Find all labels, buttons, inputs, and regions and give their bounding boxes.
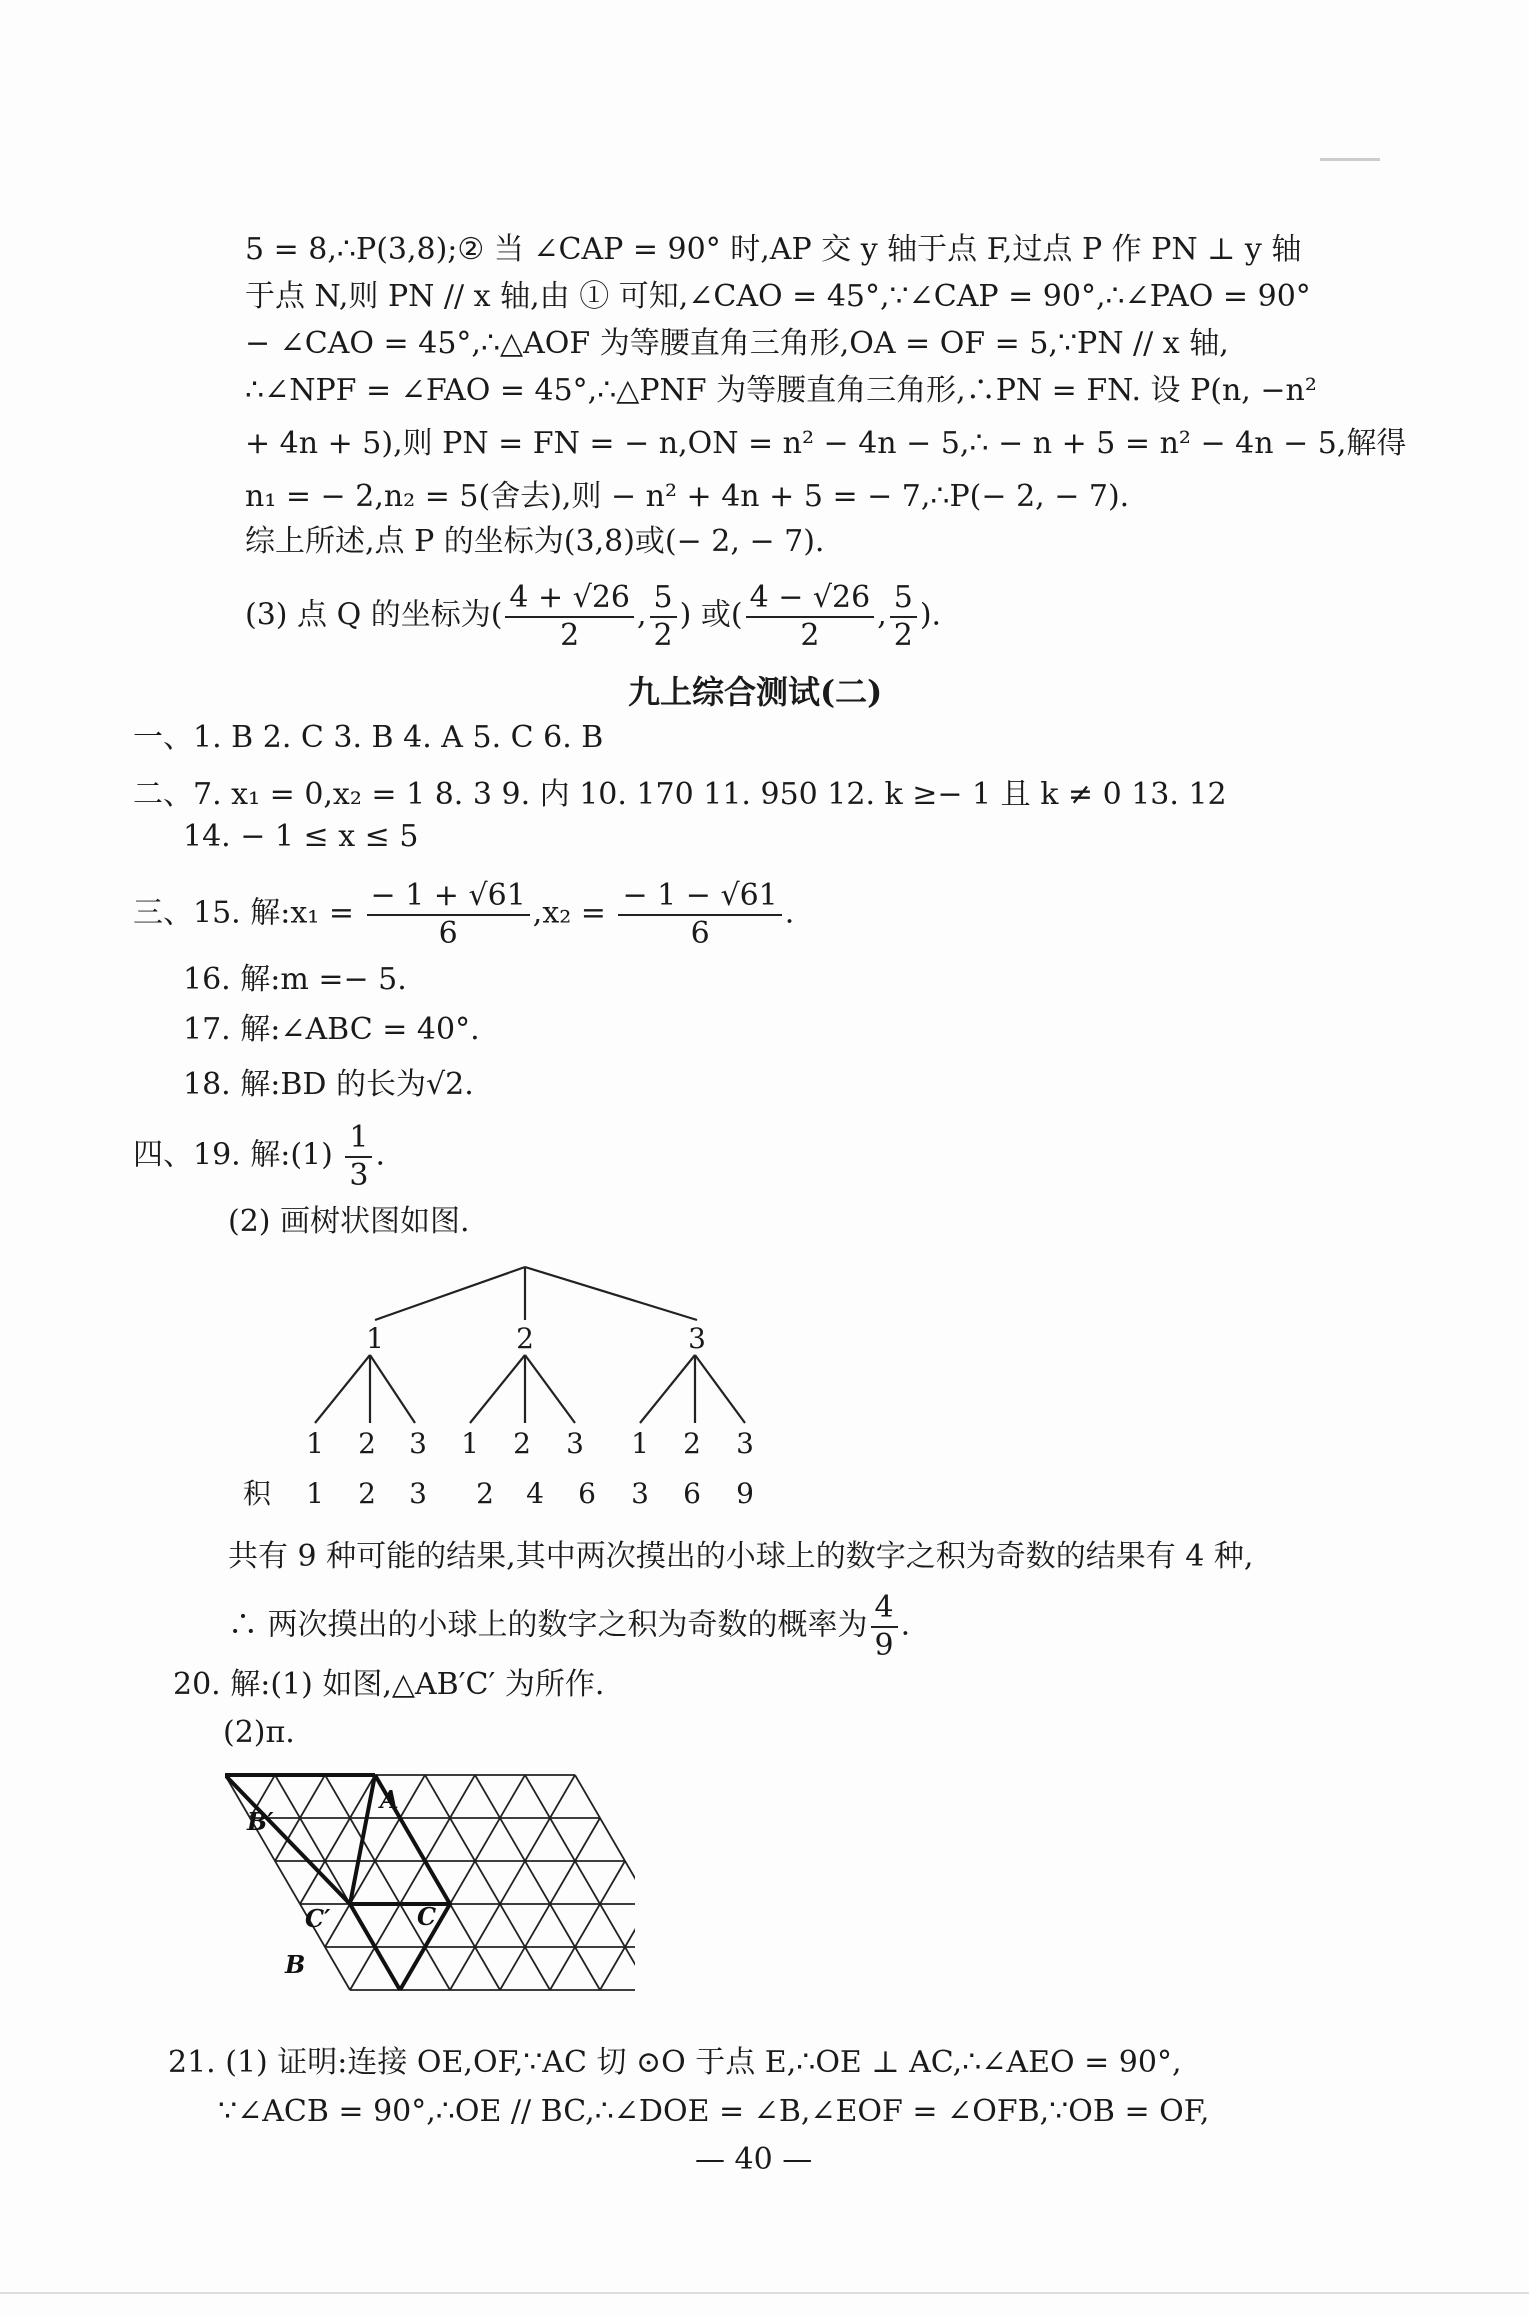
tree-product: 2 bbox=[476, 1477, 494, 1510]
point-b-label: B bbox=[285, 1950, 306, 1979]
answer-19-1: 四、19. 解:(1) $\frac{1}{3}$ . bbox=[133, 1120, 386, 1193]
scan-edge-line bbox=[0, 2292, 1529, 2294]
fraction: $\frac{- 1 + √61}{6}$ bbox=[367, 880, 530, 949]
tree-diagram bbox=[230, 1255, 790, 1515]
grid-line bbox=[475, 1775, 600, 1990]
triangle-grid-figure bbox=[225, 1770, 635, 2020]
tree-product: 4 bbox=[526, 1477, 544, 1510]
answer-19-probability: ∴ 两次摸出的小球上的数字之积为奇数的概率为 $\frac{4}{9}$ . bbox=[228, 1590, 911, 1663]
answer-19-result: 共有 9 种可能的结果,其中两次摸出的小球上的数字之积为奇数的结果有 4 种, bbox=[228, 1539, 1254, 1574]
solution-line-1: 5 = 8,∴P(3,8);② 当 ∠CAP = 90° 时,AP 交 y 轴于点 F,过点 P 作 PN ⊥ y 轴 bbox=[245, 232, 1302, 267]
grid-line bbox=[450, 1775, 575, 1990]
answer-16: 16. 解:m =− 5. bbox=[183, 962, 407, 997]
answer-15: 三、15. 解:x₁ = $\frac{- 1 + √61}{6}$ ,x₂ = $\frac{- 1 - √61}{6}$ . bbox=[133, 878, 795, 951]
answer-21-1: 21. (1) 证明:连接 OE,OF,∵AC 切 ⊙O 于点 E,∴OE ⊥ AC,∴∠AEO = 90°, bbox=[168, 2045, 1182, 2080]
grid-line bbox=[550, 1861, 625, 1990]
solution-line-3: − ∠CAO = 45°,∴△AOF 为等腰直角三角形,OA = OF = 5,∵PN // x 轴, bbox=[245, 326, 1229, 361]
tree-level2-node: 3 bbox=[566, 1427, 584, 1460]
tree-product: 1 bbox=[306, 1477, 324, 1510]
tree-level2-node: 1 bbox=[306, 1427, 324, 1460]
solution-line-4: ∴∠NPF = ∠FAO = 45°,∴△PNF 为等腰直角三角形,∴PN = FN. 设 P(n, −n² bbox=[245, 373, 1317, 408]
answer-18: 18. 解:BD 的长为√2. bbox=[183, 1067, 474, 1102]
tree-product: 9 bbox=[736, 1477, 754, 1510]
tree-level1-node: 2 bbox=[516, 1322, 534, 1355]
point-a-label: A bbox=[380, 1785, 399, 1814]
question-3-answer: (3) 点 Q 的坐标为( $\frac{4 + √26}{2}$ , $\frac{5}{2}$ ) 或( $\frac{4 - √26}{2}$ , $\frac{5}{2}$ ). bbox=[245, 580, 942, 653]
point-b-prime-label: B′ bbox=[247, 1807, 274, 1836]
answer-part-1: 一、1. B 2. C 3. B 4. A 5. C 6. B bbox=[133, 720, 604, 755]
scan-speck bbox=[1320, 158, 1380, 161]
tree-product: 6 bbox=[578, 1477, 596, 1510]
answer-17: 17. 解:∠ABC = 40°. bbox=[183, 1012, 480, 1047]
section-title: 九上综合测试(二) bbox=[628, 673, 883, 711]
tree-level2-node: 1 bbox=[631, 1427, 649, 1460]
tree-level2-node: 2 bbox=[358, 1427, 376, 1460]
fraction: $\frac{1}{3}$ bbox=[345, 1122, 372, 1191]
tree-level2-node: 3 bbox=[409, 1427, 427, 1460]
fraction: $\frac{- 1 - √61}{6}$ bbox=[618, 880, 781, 949]
tree-product: 2 bbox=[358, 1477, 376, 1510]
point-c-label: C bbox=[417, 1902, 437, 1931]
solution-line-6: n₁ = − 2,n₂ = 5(舍去),则 − n² + 4n + 5 = − 7,∴P(− 2, − 7). bbox=[245, 479, 1130, 514]
tree-level2-node: 2 bbox=[513, 1427, 531, 1460]
tree-level1-node: 3 bbox=[688, 1322, 706, 1355]
tree-level2-node: 3 bbox=[736, 1427, 754, 1460]
point-c-prime-label: C′ bbox=[305, 1904, 331, 1933]
solution-line-5: + 4n + 5),则 PN = FN = − n,ON = n² − 4n − 5,∴ − n + 5 = n² − 4n − 5,解得 bbox=[245, 426, 1407, 461]
fraction: $\frac{4 - √26}{2}$ bbox=[746, 582, 875, 651]
grid-line bbox=[575, 1775, 635, 1990]
answer-21-2: ∵∠ACB = 90°,∴OE // BC,∴∠DOE = ∠B,∠EOF = ∠OFB,∵OB = OF, bbox=[218, 2094, 1210, 2129]
answer-14: 14. − 1 ≤ x ≤ 5 bbox=[183, 819, 419, 854]
answer-part-2: 二、7. x₁ = 0,x₂ = 1 8. 3 9. 内 10. 170 11. 950 12. k ≥− 1 且 k ≠ 0 13. 12 bbox=[133, 777, 1227, 812]
triangle-ab-prime-c-prime bbox=[225, 1775, 375, 1904]
tree-product: 6 bbox=[683, 1477, 701, 1510]
fraction: $\frac{5}{2}$ bbox=[890, 582, 917, 651]
tree-product: 3 bbox=[409, 1477, 427, 1510]
tree-level1-node: 1 bbox=[366, 1322, 384, 1355]
solution-summary: 综上所述,点 P 的坐标为(3,8)或(− 2, − 7). bbox=[245, 524, 825, 559]
answer-20-1: 20. 解:(1) 如图,△AB′C′ 为所作. bbox=[173, 1667, 605, 1702]
tree-level2-node: 2 bbox=[683, 1427, 701, 1460]
tree-product: 3 bbox=[631, 1477, 649, 1510]
page-number: — 40 — bbox=[695, 2142, 813, 2177]
answer-19-2: (2) 画树状图如图. bbox=[228, 1204, 470, 1239]
tree-product-label: 积 bbox=[242, 1477, 272, 1510]
fraction: $\frac{4}{9}$ bbox=[871, 1592, 898, 1661]
tree-level2-node: 1 bbox=[461, 1427, 479, 1460]
q3-prefix: (3) 点 Q 的坐标为( bbox=[245, 597, 503, 633]
answer-20-2: (2)π. bbox=[223, 1715, 295, 1750]
grid-line bbox=[425, 1775, 550, 1990]
fraction: $\frac{5}{2}$ bbox=[650, 582, 677, 651]
solution-line-2: 于点 N,则 PN // x 轴,由 ① 可知,∠CAO = 45°,∵∠CAP = 90°,∴∠PAO = 90° bbox=[245, 279, 1311, 314]
fraction: $\frac{4 + √26}{2}$ bbox=[505, 582, 634, 651]
